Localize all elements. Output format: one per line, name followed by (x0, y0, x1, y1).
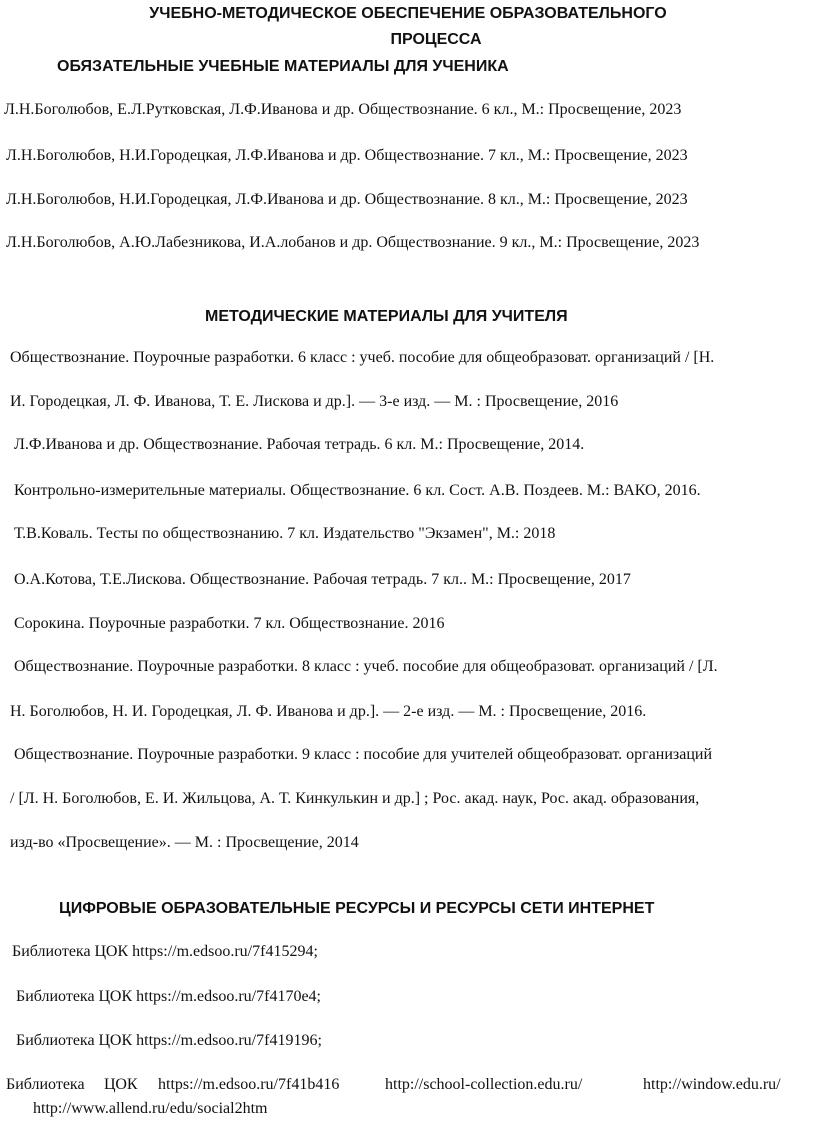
digital-last-label: Библиотека (6, 1076, 85, 1093)
doc-title-line-1: УЧЕБНО-МЕТОДИЧЕСКОЕ ОБЕСПЕЧЕНИЕ ОБРАЗОВАТЕЛЬНОГО (149, 5, 667, 22)
teacher-item-line: Обществознание. Поурочные разработки. 9 класс : пособие для учителей общеобразоват. организаций (14, 746, 712, 763)
digital-resource-item: Библиотека ЦОК https://m.edsoo.ru/7f4170e4; (16, 988, 321, 1005)
student-book-7: Л.Н.Боголюбов, Н.И.Городецкая, Л.Ф.Иванова и др. Обществознание. 7 кл., М.: Просвещение, 2023 (6, 147, 688, 164)
school-collection-link[interactable]: http://school-collection.edu.ru/ (385, 1076, 583, 1093)
student-book-8: Л.Н.Боголюбов, Н.И.Городецкая, Л.Ф.Иванова и др. Обществознание. 8 кл., М.: Просвещение, 2023 (6, 191, 688, 208)
allend-link[interactable]: http://www.allend.ru/edu/social2htm (33, 1100, 268, 1117)
digital-resource-item: Библиотека ЦОК https://m.edsoo.ru/7f419196; (16, 1032, 322, 1049)
teacher-item-line: Обществознание. Поурочные разработки. 6 класс : учеб. пособие для общеобразоват. организаций / [Н. (10, 349, 715, 366)
teacher-item-line: Обществознание. Поурочные разработки. 8 класс : учеб. пособие для общеобразоват. организаций / [Л. (14, 658, 718, 675)
teacher-item-line: / [Л. Н. Боголюбов, Е. И. Жильцова, А. Т. Кинкулькин и др.] ; Рос. акад. наук, Рос. акад. образования, (10, 790, 700, 807)
edsoo-link[interactable]: https://m.edsoo.ru/7f41b416 (158, 1076, 340, 1093)
student-book-6: Л.Н.Боголюбов, Е.Л.Рутковская, Л.Ф.Иванова и др. Обществознание. 6 кл., М.: Просвещение, 2023 (4, 101, 682, 118)
student-book-9: Л.Н.Боголюбов, А.Ю.Лабезникова, И.А.лобанов и др. Обществознание. 9 кл., М.: Просвещение, 2023 (6, 234, 700, 251)
digital-resource-item: Библиотека ЦОК https://m.edsoo.ru/7f415294; (12, 943, 318, 960)
teacher-item-line: Л.Ф.Иванова и др. Обществознание. Рабочая тетрадь. 6 кл. М.: Просвещение, 2014. (14, 436, 585, 453)
doc-title-line-2: ПРОЦЕССА (390, 31, 482, 48)
teacher-item-line: И. Городецкая, Л. Ф. Иванова, Т. Е. Лискова и др.]. — 3-е изд. — М. : Просвещение, 2016 (10, 393, 619, 410)
teacher-item-line: Сорокина. Поурочные разработки. 7 кл. Обществознание. 2016 (14, 615, 445, 632)
digital-last-label-2: ЦОК (104, 1076, 138, 1093)
teacher-item-line: Т.В.Коваль. Тесты по обществознанию. 7 кл. Издательство "Экзамен", М.: 2018 (14, 525, 556, 542)
digital-resources-heading: ЦИФРОВЫЕ ОБРАЗОВАТЕЛЬНЫЕ РЕСУРСЫ И РЕСУРСЫ СЕТИ ИНТЕРНЕТ (59, 900, 655, 917)
teacher-materials-heading: МЕТОДИЧЕСКИЕ МАТЕРИАЛЫ ДЛЯ УЧИТЕЛЯ (205, 308, 568, 325)
window-edu-link[interactable]: http://window.edu.ru/ (643, 1076, 781, 1093)
teacher-item-line: О.А.Котова, Т.Е.Лискова. Обществознание. Рабочая тетрадь. 7 кл.. М.: Просвещение, 2017 (14, 571, 631, 588)
teacher-item-line: Н. Боголюбов, Н. И. Городецкая, Л. Ф. Иванова и др.]. — 2-е изд. — М. : Просвещение, 2016. (10, 703, 647, 720)
teacher-item-line: изд-во «Просвещение». — М. : Просвещение, 2014 (10, 834, 359, 851)
teacher-item-line: Контрольно-измерительные материалы. Обществознание. 6 кл. Сост. А.В. Поздеев. М.: ВАКО, 2016. (14, 482, 701, 499)
student-materials-heading: ОБЯЗАТЕЛЬНЫЕ УЧЕБНЫЕ МАТЕРИАЛЫ ДЛЯ УЧЕНИКА (57, 58, 509, 75)
